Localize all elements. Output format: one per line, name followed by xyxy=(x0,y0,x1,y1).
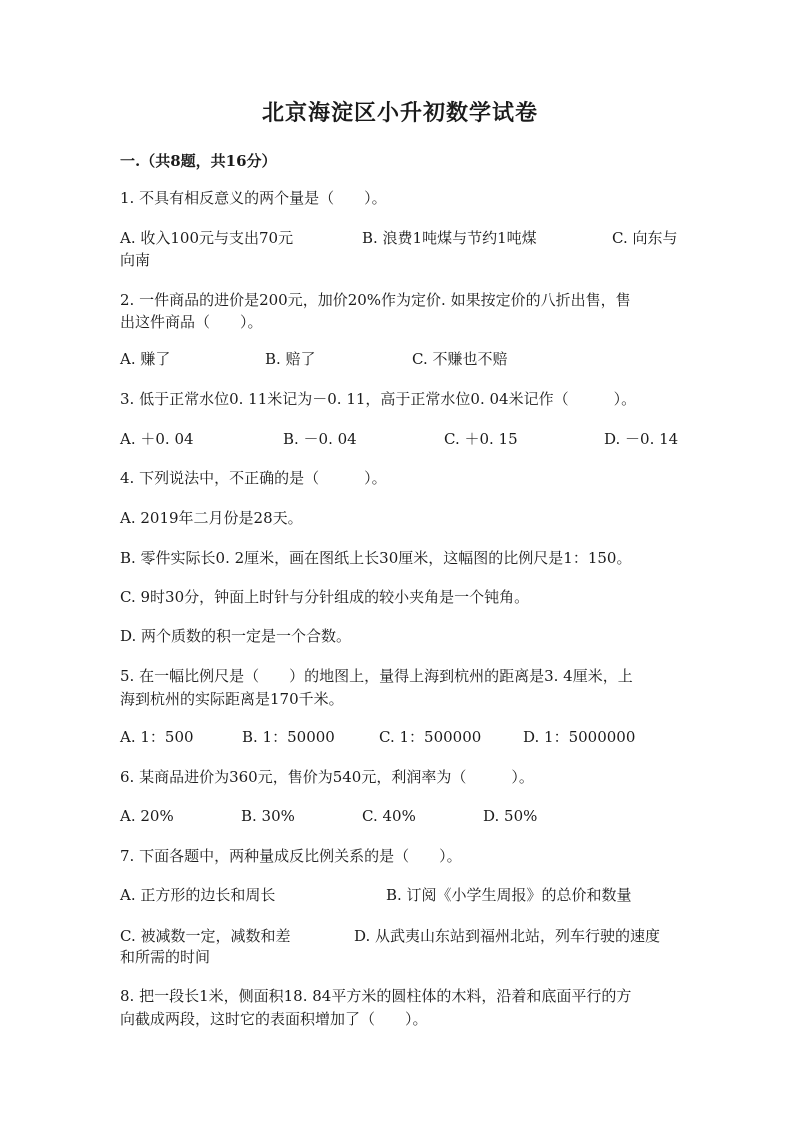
section-heading: 一.（共8题，共16分） xyxy=(120,152,277,170)
question-2-option-b: B. 赔了 xyxy=(265,350,316,368)
question-7-option-b: B. 订阅《小学生周报》的总价和数量 xyxy=(386,886,632,904)
question-7-option-d-cont: 和所需的时间 xyxy=(120,948,211,966)
question-4-option-c: C. 9时30分，钟面上时针与分针组成的较小夹角是一个钝角。 xyxy=(120,588,530,606)
question-6-option-c: C. 40% xyxy=(362,807,416,825)
question-2-option-a: A. 赚了 xyxy=(120,350,171,368)
question-1-option-c: C. 向东与 xyxy=(612,229,678,247)
question-2-stem-line-1: 2. 一件商品的进价是200元，加价20%作为定价. 如果按定价的八折出售，售 xyxy=(120,291,631,309)
question-3-option-b: B. －0. 04 xyxy=(283,430,357,448)
question-1-option-b: B. 浪费1吨煤与节约1吨煤 xyxy=(362,229,537,247)
page-title: 北京海淀区小升初数学试卷 xyxy=(261,100,538,126)
question-4-option-d: D. 两个质数的积一定是一个合数。 xyxy=(120,627,352,645)
question-4-stem: 4. 下列说法中，不正确的是（ ）。 xyxy=(120,469,387,487)
question-5-option-d: D. 1：5000000 xyxy=(523,728,636,746)
question-6-option-d: D. 50% xyxy=(483,807,538,825)
question-3-stem: 3. 低于正常水位0. 11米记为－0. 11，高于正常水位0. 04米记作（ ）。 xyxy=(120,390,637,408)
question-6-stem: 6. 某商品进价为360元，售价为540元，利润率为（ ）。 xyxy=(120,768,534,786)
question-2-stem-line-2: 出这件商品（ ）。 xyxy=(120,313,263,331)
question-1-option-a: A. 收入100元与支出70元 xyxy=(120,229,294,247)
question-2-option-c: C. 不赚也不赔 xyxy=(412,350,508,368)
question-5-stem-line-1: 5. 在一幅比例尺是（ ）的地图上，量得上海到杭州的距离是3. 4厘米，上 xyxy=(120,667,633,685)
question-8-stem-line-2: 向截成两段，这时它的表面积增加了（ ）。 xyxy=(120,1010,428,1028)
question-8-stem-line-1: 8. 把一段长1米，侧面积18. 84平方米的圆柱体的木料，沿着和底面平行的方 xyxy=(120,987,632,1005)
question-7-option-a: A. 正方形的边长和周长 xyxy=(120,886,276,904)
question-5-option-a: A. 1：500 xyxy=(120,728,194,746)
question-7-option-d: D. 从武夷山东站到福州北站，列车行驶的速度 xyxy=(354,927,661,945)
question-4-option-b: B. 零件实际长0. 2厘米，画在图纸上长30厘米，这幅图的比例尺是1：150。 xyxy=(120,549,632,567)
question-5-option-b: B. 1：50000 xyxy=(242,728,335,746)
question-1-stem: 1. 不具有相反意义的两个量是（ ）。 xyxy=(120,189,387,207)
question-6-option-b: B. 30% xyxy=(241,807,295,825)
question-5-option-c: C. 1：500000 xyxy=(379,728,482,746)
question-7-stem: 7. 下面各题中，两种量成反比例关系的是（ ）。 xyxy=(120,847,462,865)
question-4-option-a: A. 2019年二月份是28天。 xyxy=(120,509,303,527)
question-5-stem-line-2: 海到杭州的实际距离是170千米。 xyxy=(120,690,344,708)
question-6-option-a: A. 20% xyxy=(120,807,174,825)
question-7-option-c: C. 被减数一定，减数和差 xyxy=(120,927,291,945)
question-3-option-c: C. ＋0. 15 xyxy=(444,430,518,448)
question-1-option-c-cont: 向南 xyxy=(120,251,151,269)
question-3-option-a: A. ＋0. 04 xyxy=(120,430,194,448)
question-3-option-d: D. －0. 14 xyxy=(604,430,679,448)
